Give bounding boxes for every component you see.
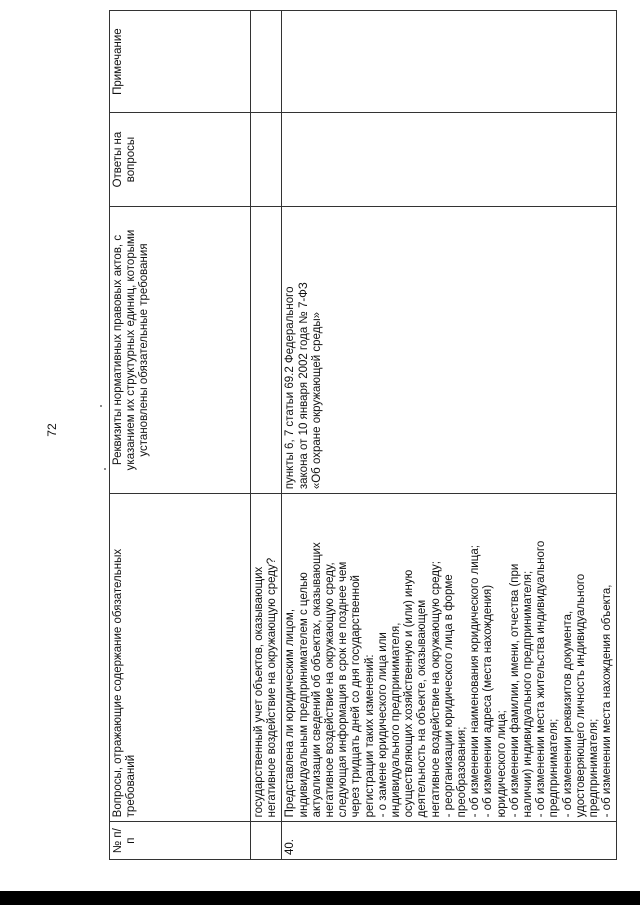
- row-num: 40.: [282, 822, 617, 860]
- question-line: негативное воздействие на окружающую среду;: [429, 561, 442, 818]
- question-line: индивидуальным предпринимателем с целью: [297, 572, 310, 818]
- question-line: негативное воздействие на окружающую среду,: [324, 562, 337, 818]
- question-line: - реорганизации юридического лица в форме: [442, 574, 455, 818]
- question-line: - об изменении места нахождения объекта,: [601, 584, 614, 818]
- header-note: Примечание: [110, 11, 251, 113]
- scan-border: [0, 891, 640, 905]
- question-line: юридического лица;: [495, 710, 508, 818]
- rotated-page: [37, 0, 617, 860]
- page-number: 72: [45, 423, 59, 437]
- question-line: - об изменении фамилии, имени, отчества (при: [508, 563, 521, 818]
- question-line: - об изменении адреса (места нахождения): [482, 584, 495, 818]
- row-note: [282, 11, 617, 113]
- question-line: преобразования;: [456, 726, 469, 818]
- requisites-line: пункты 6, 7 статьи 69.2 Федерального: [284, 286, 297, 490]
- table-row: [251, 11, 282, 860]
- question-line: деятельность на объекте, оказывающем: [416, 599, 429, 818]
- header-requisites: Реквизиты нормативных правовых актов, с указанием их структурных единиц, которыми установлены обязательные требования: [110, 206, 251, 493]
- question-line: предпринимателя;: [588, 718, 601, 818]
- scan-speck: [104, 468, 106, 470]
- header-num: № п/п: [110, 822, 251, 860]
- question-line: осуществляющих хозяйственную и (или) иную: [403, 569, 416, 818]
- row-question: [251, 494, 282, 822]
- row-requisites: [282, 206, 617, 493]
- row-answer: [251, 113, 282, 207]
- question-line: Представлена ли юридическим лицом,: [284, 608, 297, 818]
- table-header-row: [110, 11, 251, 860]
- table-row: [282, 11, 617, 860]
- question-line: предпринимателя;: [548, 718, 561, 818]
- question-line: индивидуального предпринимателя,: [390, 622, 403, 818]
- question-line: удостоверяющего личность индивидуального: [574, 573, 587, 818]
- row-num: [251, 822, 282, 860]
- row-note: [251, 11, 282, 113]
- question-line: - об изменении наименования юридического лица;: [469, 545, 482, 818]
- question-line: наличии) индивидуального предпринимателя;: [522, 570, 535, 818]
- question-line: - о замене юридического лица или: [376, 632, 389, 818]
- requisites-line: «Об охране окружающей среды»: [310, 311, 323, 490]
- row-answer: [282, 113, 617, 207]
- question-line: актуализации сведений об объектах, оказывающих: [310, 542, 323, 818]
- question-line: негативное воздействие на окружающую среду?: [266, 557, 279, 818]
- requisites-line: закона от 10 января 2002 года № 7-ФЗ: [297, 282, 310, 490]
- question-line: регистрации таких изменений:: [363, 654, 376, 818]
- question-line: - об изменении места жительства индивидуального: [535, 540, 548, 818]
- header-question: Вопросы, отражающие содержание обязательных требований: [110, 494, 251, 822]
- header-answers: Ответы на вопросы: [110, 113, 251, 207]
- question-line: - об изменении реквизитов документа,: [561, 610, 574, 818]
- requirements-table: [109, 10, 617, 860]
- row-question: [282, 494, 617, 822]
- row-requisites: [251, 206, 282, 493]
- question-line: следующая информация в срок не позднее чем: [337, 561, 350, 818]
- question-line: государственный учет объектов, оказывающих: [253, 566, 265, 818]
- scan-speck: [100, 405, 102, 407]
- question-line: через тридцать дней со дня государственной: [350, 575, 363, 818]
